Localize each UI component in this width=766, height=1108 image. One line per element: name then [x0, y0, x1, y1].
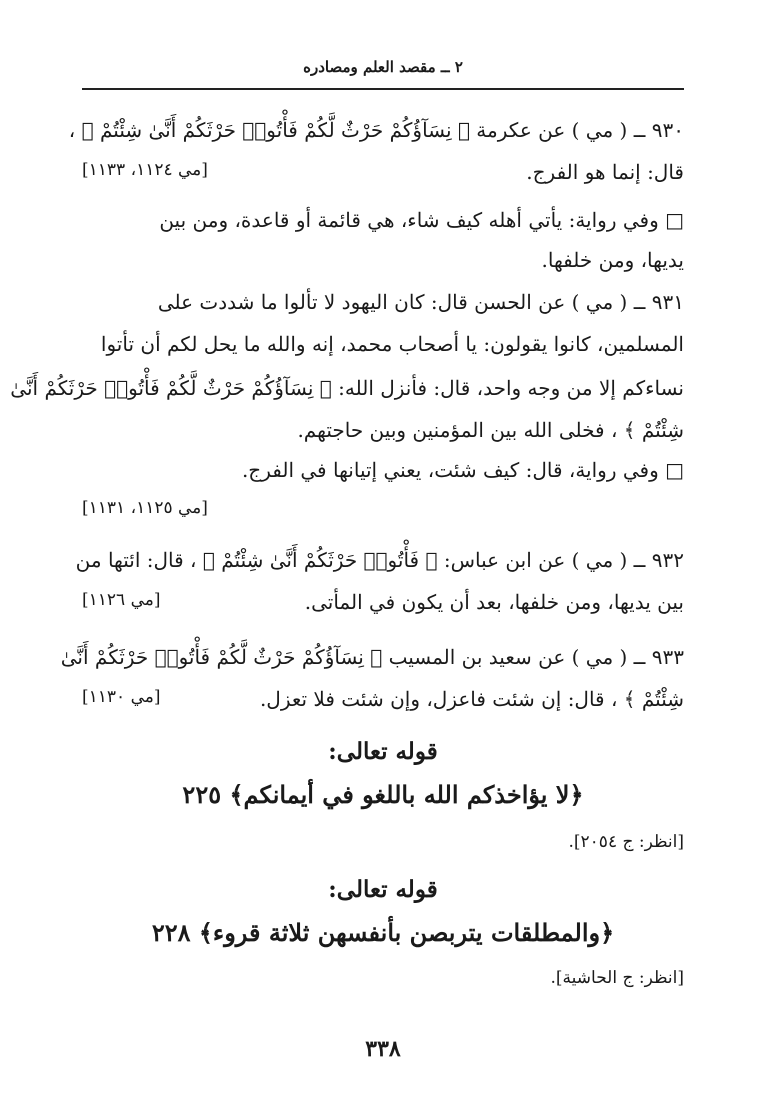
- hadith-reference: [مي ١١٢٦]: [82, 590, 161, 610]
- section-note: [انظر: ج ٢٠٥٤].: [568, 832, 684, 852]
- hadith-932: [75, 548, 684, 623]
- hadith-line: قال: إنما هو الفرج.: [526, 160, 684, 184]
- header-rule: [82, 88, 684, 90]
- hadith-line: بين يديها، ومن خلفها، بعد أن يكون في المأتى.: [304, 590, 684, 614]
- running-header: ٢ ــ مقصد العلم ومصادره: [303, 58, 463, 76]
- hadith-line: ٩٣١ ــ ( مي ) عن الحسن قال: كان اليهود لا تألوا ما شددت على: [157, 290, 684, 314]
- hadith-930: [68, 118, 684, 278]
- hadith-line: شِئْتُمْ ﴾ ، فخلى الله بين المؤمنين وبين حاجتهم.: [297, 418, 684, 442]
- hadith-reference: [مي ١١٣٠]: [82, 687, 161, 707]
- hadith-line: ٩٣٣ ــ ( مي ) عن سعيد بن المسيب ﴿ نِسَآؤُكُمْ حَرْثٌ لَّكُمْ فَأْتُوا۟ حَرْثَكُمْ أَنَّىٰ: [60, 645, 684, 669]
- hadith-933: [60, 645, 684, 720]
- section-verse: ﴿لا يؤاخذكم الله باللغو في أيمانكم﴾ ٢٢٥: [182, 780, 584, 809]
- section-label: قوله تعالى:: [328, 876, 438, 903]
- hadith-line: ٩٣٠ ــ ( مي ) عن عكرمة ﴿ نِسَآؤُكُمْ حَرْثٌ لَّكُمْ فَأْتُوا۟ حَرْثَكُمْ أَنَّىٰ شِئْتُمْ ﴾ ،: [68, 118, 684, 142]
- section-verse: ﴿والمطلقات يتربصن بأنفسهن ثلاثة قروء﴾ ٢٢٨: [151, 918, 615, 947]
- section-note: [انظر: ج الحاشية].: [550, 968, 684, 988]
- hadith-line: نساءكم إلا من وجه واحد، قال: فأنزل الله: ﴿ نِسَآؤُكُمْ حَرْثٌ لَّكُمْ فَأْتُوا۟ حَرْثَكُمْ أَنَّىٰ: [10, 376, 684, 400]
- hadith-reference: [مي ١١٢٤، ١١٣٣]: [82, 160, 208, 180]
- hadith-reference: [مي ١١٢٥، ١١٣١]: [82, 498, 208, 518]
- hadith-line: ٩٣٢ ــ ( مي ) عن ابن عباس: ﴿ فَأْتُوا۟ حَرْثَكُمْ أَنَّىٰ شِئْتُمْ ﴾ ، قال: ائتها من: [75, 548, 684, 572]
- hadith-line: يديها، ومن خلفها.: [541, 248, 684, 272]
- hadith-931: [10, 290, 684, 525]
- hadith-line: □ وفي رواية، قال: كيف شئت، يعني إتيانها في الفرج.: [241, 458, 684, 482]
- page-number: ٣٣٨: [365, 1036, 401, 1062]
- hadith-line: المسلمين، كانوا يقولون: يا أصحاب محمد، إنه والله ما يحل لكم أن تأتوا: [100, 332, 684, 356]
- hadith-line: شِئْتُمْ ﴾ ، قال: إن شئت فاعزل، وإن شئت فلا تعزل.: [259, 687, 684, 711]
- hadith-line: □ وفي رواية: يأتي أهله كيف شاء، هي قائمة أو قاعدة، ومن بين: [159, 208, 684, 232]
- section-label: قوله تعالى:: [328, 738, 438, 765]
